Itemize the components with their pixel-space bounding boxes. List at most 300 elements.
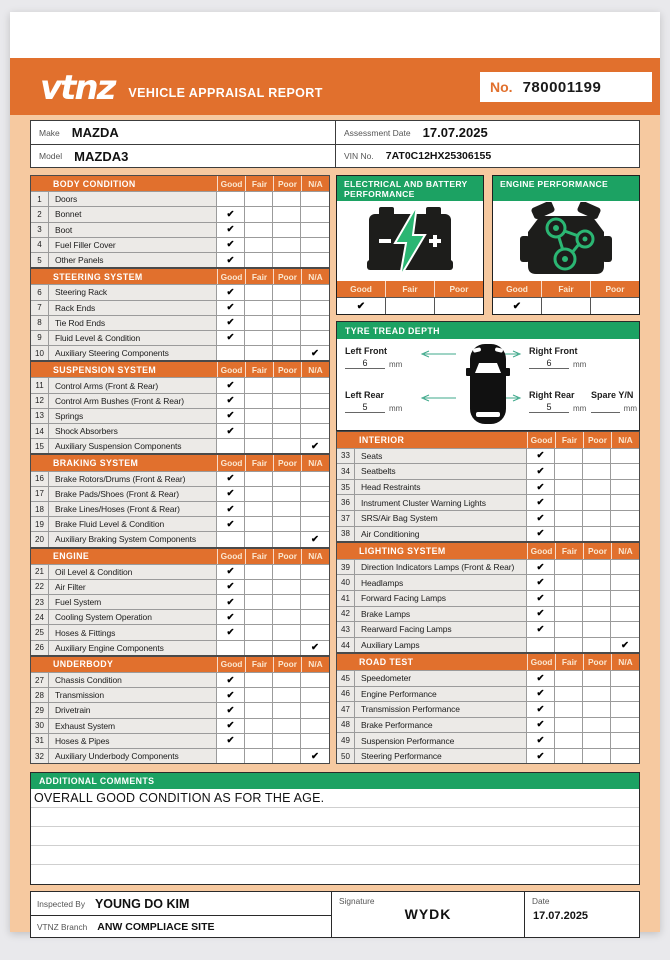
rating-cell-na bbox=[301, 285, 329, 299]
checklist-row bbox=[31, 501, 329, 516]
section-header bbox=[31, 455, 329, 470]
rating-cell-na bbox=[611, 687, 639, 702]
row-number: 14 bbox=[31, 424, 49, 438]
panel-icon-area bbox=[493, 201, 639, 281]
rating-cell-na bbox=[611, 511, 639, 526]
checklist-row bbox=[31, 486, 329, 501]
rating-column-header: N/A bbox=[301, 549, 329, 564]
checklist-row bbox=[31, 624, 329, 639]
checklist-row bbox=[31, 206, 329, 221]
comment-text: OVERALL GOOD CONDITION AS FOR THE AGE. bbox=[34, 791, 325, 806]
assessment-date-cell bbox=[335, 121, 639, 144]
rating-column-header: Good bbox=[527, 543, 555, 559]
row-number: 39 bbox=[337, 560, 355, 575]
checklist-row bbox=[31, 284, 329, 299]
row-label: Chassis Condition bbox=[49, 673, 217, 687]
rating-column-header: Poor bbox=[273, 269, 301, 284]
rating-cell-na bbox=[301, 502, 329, 516]
row-label: Brake Lines/Hoses (Front & Rear) bbox=[49, 502, 217, 516]
checkmark-na: ✔ bbox=[311, 347, 319, 359]
car-top-view-icon bbox=[464, 342, 512, 431]
row-label: Cooling System Operation bbox=[49, 610, 217, 624]
row-number: 1 bbox=[31, 192, 49, 206]
checklist-row bbox=[337, 510, 639, 526]
checkmark-good: ✔ bbox=[217, 301, 245, 315]
signature-footer bbox=[30, 891, 640, 938]
header-band bbox=[10, 58, 660, 115]
row-number: 2 bbox=[31, 207, 49, 221]
additional-comments-title: ADDITIONAL COMMENTS bbox=[31, 773, 639, 789]
rating-column-header: Good bbox=[217, 455, 245, 470]
rating-cell-na bbox=[301, 688, 329, 702]
rating-cell-na bbox=[611, 560, 639, 575]
rating-cell-poor bbox=[583, 622, 611, 637]
rating-column-header: N/A bbox=[301, 269, 329, 284]
checkmark-good: ✔ bbox=[527, 449, 555, 464]
comment-rule-line bbox=[31, 846, 639, 865]
section-title: ROAD TEST bbox=[359, 657, 414, 668]
row-number: 20 bbox=[31, 532, 49, 546]
row-label: Brake Fluid Level & Condition bbox=[49, 517, 217, 531]
row-number: 6 bbox=[31, 285, 49, 299]
tyre-spare-label: Spare Y/N bbox=[591, 390, 634, 400]
rating-cell-fair bbox=[555, 671, 583, 686]
rating-cell-na bbox=[611, 591, 639, 606]
row-label: Transmission Performance bbox=[355, 702, 527, 717]
row-number: 36 bbox=[337, 495, 355, 510]
tyre-left-front-label: Left Front bbox=[345, 346, 387, 356]
checkmark-good: ✔ bbox=[217, 223, 245, 237]
checkmark-good: ✔ bbox=[493, 297, 541, 314]
row-number: 22 bbox=[31, 580, 49, 594]
row-number: 45 bbox=[337, 671, 355, 686]
checkmark-na: ✔ bbox=[311, 642, 319, 654]
checkmark-good: ✔ bbox=[217, 580, 245, 594]
rating-cell-fair bbox=[245, 207, 273, 221]
rating-column-header: Fair bbox=[245, 455, 273, 470]
rating-cell-na bbox=[301, 487, 329, 501]
tyre-left-front bbox=[345, 346, 415, 369]
checkmark-good: ✔ bbox=[527, 511, 555, 526]
rating-cell-good bbox=[217, 532, 245, 546]
checkmark-good: ✔ bbox=[217, 238, 245, 252]
vehicle-info-table bbox=[30, 120, 640, 168]
row-number: 10 bbox=[31, 346, 49, 360]
checklist-row bbox=[31, 393, 329, 408]
rating-cell-na bbox=[301, 316, 329, 330]
checklist-row bbox=[337, 559, 639, 575]
rating-cell-fair bbox=[245, 719, 273, 733]
row-label: Fuel System bbox=[49, 595, 217, 609]
checkmark-good: ✔ bbox=[217, 207, 245, 221]
rating-column-header: N/A bbox=[611, 543, 639, 559]
signature-value: WYDK bbox=[404, 906, 452, 923]
section-title: STEERING SYSTEM bbox=[53, 271, 143, 282]
checkmark-good: ✔ bbox=[527, 560, 555, 575]
row-number: 23 bbox=[31, 595, 49, 609]
checkmark-good: ✔ bbox=[527, 687, 555, 702]
tyre-right-rear-value: 5 bbox=[529, 402, 569, 413]
rating-cell-fair bbox=[555, 638, 583, 653]
rating-cell-na bbox=[301, 223, 329, 237]
tyre-right-rear-label: Right Rear bbox=[529, 390, 575, 400]
vtnz-logo: vtnz bbox=[40, 68, 115, 108]
row-number: 26 bbox=[31, 641, 49, 655]
rating-column-header: Poor bbox=[273, 176, 301, 191]
checklist-row bbox=[31, 222, 329, 237]
checkmark-na: ✔ bbox=[621, 639, 629, 651]
row-number: 7 bbox=[31, 301, 49, 315]
row-label: Transmission bbox=[49, 688, 217, 702]
rating-column-header: N/A bbox=[611, 654, 639, 670]
checkmark-good: ✔ bbox=[217, 472, 245, 486]
right-column bbox=[336, 175, 640, 764]
model-value: MAZDA3 bbox=[74, 148, 129, 164]
rating-column-header: Poor bbox=[273, 455, 301, 470]
checkmark-good: ✔ bbox=[217, 378, 245, 392]
performance-panel bbox=[336, 175, 484, 315]
rating-column-header: Fair bbox=[245, 362, 273, 377]
rating-cell-na bbox=[301, 409, 329, 423]
comment-rule-line bbox=[31, 827, 639, 846]
checklist-row bbox=[337, 732, 639, 748]
rating-cell-fair bbox=[245, 734, 273, 748]
tyre-panel-body bbox=[337, 339, 639, 429]
tyre-left-front-value: 6 bbox=[345, 358, 385, 369]
row-label: Hoses & Fittings bbox=[49, 625, 217, 639]
row-number: 25 bbox=[31, 625, 49, 639]
rating-cell-poor bbox=[273, 719, 301, 733]
row-number: 12 bbox=[31, 394, 49, 408]
rating-column-header: Fair bbox=[385, 281, 434, 297]
rating-cell-good bbox=[527, 638, 555, 653]
rating-cell-fair bbox=[245, 439, 273, 453]
rating-cell-poor bbox=[273, 394, 301, 408]
rating-cell-fair bbox=[555, 622, 583, 637]
model-label: Model bbox=[39, 151, 63, 161]
tyre-left-rear-value: 5 bbox=[345, 402, 385, 413]
inspected-by-label: Inspected By bbox=[37, 898, 85, 909]
checkmark-good: ✔ bbox=[527, 749, 555, 764]
rating-cell-na bbox=[611, 527, 639, 542]
checkmark-good: ✔ bbox=[217, 719, 245, 733]
tyre-unit: mm bbox=[573, 404, 587, 413]
rating-cell-fair bbox=[245, 472, 273, 486]
checklist-row bbox=[337, 526, 639, 542]
section-title: UNDERBODY bbox=[53, 659, 114, 670]
rating-cell-fair bbox=[555, 702, 583, 717]
row-label: Tie Rod Ends bbox=[49, 316, 217, 330]
section-title: ENGINE bbox=[53, 551, 90, 562]
checklist-row bbox=[31, 315, 329, 330]
row-number: 30 bbox=[31, 719, 49, 733]
rating-cell-poor bbox=[583, 480, 611, 495]
rating-column-header: Fair bbox=[245, 269, 273, 284]
rating-column-header: Poor bbox=[583, 432, 611, 448]
row-label: Instrument Cluster Warning Lights bbox=[355, 495, 527, 510]
rating-cell-fair bbox=[555, 511, 583, 526]
section-header bbox=[337, 543, 639, 559]
checkmark-good: ✔ bbox=[217, 688, 245, 702]
section-title: LIGHTING SYSTEM bbox=[359, 545, 446, 556]
arrow-left-rear-icon bbox=[419, 394, 457, 402]
checkmark-good: ✔ bbox=[217, 487, 245, 501]
row-number: 49 bbox=[337, 733, 355, 748]
rating-cell-poor bbox=[273, 316, 301, 330]
rating-cell-fair bbox=[555, 480, 583, 495]
rating-column-header: N/A bbox=[301, 176, 329, 191]
row-label: Steering Performance bbox=[355, 749, 527, 764]
rating-cell-fair bbox=[245, 394, 273, 408]
rating-cell-poor bbox=[273, 734, 301, 748]
rating-column-header: Poor bbox=[273, 549, 301, 564]
rating-column-header: N/A bbox=[301, 455, 329, 470]
date-label: Date bbox=[532, 896, 550, 907]
rating-cell-na bbox=[301, 734, 329, 748]
row-number: 28 bbox=[31, 688, 49, 702]
panel-title: ENGINE PERFORMANCE bbox=[493, 176, 639, 201]
rating-cell-fair bbox=[555, 733, 583, 748]
vin-cell bbox=[335, 144, 639, 167]
rating-cell-fair bbox=[245, 565, 273, 579]
rating-cell-fair bbox=[245, 703, 273, 717]
rating-cell-fair bbox=[245, 253, 273, 267]
rating-cell-na bbox=[301, 595, 329, 609]
rating-cell-poor bbox=[583, 560, 611, 575]
rating-cell-na bbox=[301, 253, 329, 267]
rating-cell-good bbox=[217, 749, 245, 763]
rating-column-header: Good bbox=[217, 269, 245, 284]
rating-cell-fair bbox=[245, 424, 273, 438]
form-body bbox=[10, 115, 660, 932]
report-number-value: 780001199 bbox=[522, 78, 602, 96]
rating-cell-fair bbox=[245, 517, 273, 531]
rating-cell-poor bbox=[583, 527, 611, 542]
rating-cell-fair bbox=[245, 192, 273, 206]
rating-cell-poor bbox=[273, 207, 301, 221]
checkmark-good: ✔ bbox=[527, 480, 555, 495]
row-number: 13 bbox=[31, 409, 49, 423]
row-number: 41 bbox=[337, 591, 355, 606]
row-number: 18 bbox=[31, 502, 49, 516]
rating-cell-na bbox=[301, 238, 329, 252]
rating-cell-na bbox=[611, 607, 639, 622]
signature-block bbox=[331, 892, 524, 937]
checklist-left-column bbox=[30, 175, 330, 764]
checklist-row bbox=[31, 564, 329, 579]
checklist-section bbox=[336, 542, 640, 653]
rating-cell-poor bbox=[273, 532, 301, 546]
checklist-row bbox=[31, 252, 329, 267]
checkmark-na: ✔ bbox=[311, 750, 319, 762]
tyre-panel-title: TYRE TREAD DEPTH bbox=[337, 322, 639, 339]
rating-cell-na bbox=[611, 480, 639, 495]
rating-cell-na bbox=[301, 610, 329, 624]
checklist-row bbox=[31, 300, 329, 315]
rating-cell-fair bbox=[245, 532, 273, 546]
tyre-unit: mm bbox=[573, 360, 587, 369]
rating-cell-poor bbox=[583, 733, 611, 748]
checklist-section bbox=[336, 431, 640, 542]
rating-cell-poor bbox=[583, 638, 611, 653]
tyre-unit: mm bbox=[389, 360, 403, 369]
row-label: Rearward Facing Lamps bbox=[355, 622, 527, 637]
row-label: Seats bbox=[355, 449, 527, 464]
rating-cell-good bbox=[217, 192, 245, 206]
checklist-row bbox=[31, 471, 329, 486]
rating-column-header: Good bbox=[217, 362, 245, 377]
rating-cell-na bbox=[611, 702, 639, 717]
checklist-row bbox=[337, 574, 639, 590]
checkmark-good: ✔ bbox=[527, 527, 555, 542]
rating-column-header: Fair bbox=[541, 281, 590, 297]
rating-cell-fair bbox=[245, 238, 273, 252]
checklist-row bbox=[31, 191, 329, 206]
checklist-row bbox=[337, 494, 639, 510]
rating-cell-na bbox=[301, 517, 329, 531]
row-label: Drivetrain bbox=[49, 703, 217, 717]
rating-cell-poor bbox=[583, 464, 611, 479]
checklist-row bbox=[337, 748, 639, 764]
row-label: Auxiliary Braking System Components bbox=[49, 532, 217, 546]
tyre-right-front-label: Right Front bbox=[529, 346, 578, 356]
checklist-row bbox=[31, 594, 329, 609]
row-number: 38 bbox=[337, 527, 355, 542]
make-value: MAZDA bbox=[71, 125, 119, 140]
row-label: Doors bbox=[49, 192, 217, 206]
row-label: Speedometer bbox=[355, 671, 527, 686]
checklist-row bbox=[31, 702, 329, 717]
checklist-section bbox=[30, 656, 330, 764]
row-number: 31 bbox=[31, 734, 49, 748]
assessment-date-value: 17.07.2025 bbox=[422, 125, 488, 140]
rating-cell-poor bbox=[583, 702, 611, 717]
page-title: VEHICLE APPRAISAL REPORT bbox=[128, 86, 323, 100]
checkmark-good: ✔ bbox=[527, 575, 555, 590]
rating-cell-poor bbox=[273, 424, 301, 438]
row-number: 35 bbox=[337, 480, 355, 495]
rating-cell-poor bbox=[273, 238, 301, 252]
tyre-right-front-value: 6 bbox=[529, 358, 569, 369]
row-label: Fluid Level & Condition bbox=[49, 331, 217, 345]
row-number: 5 bbox=[31, 253, 49, 267]
checkmark-good: ✔ bbox=[217, 673, 245, 687]
rating-cell-poor bbox=[273, 673, 301, 687]
rating-cell-fair bbox=[245, 625, 273, 639]
rating-cell-fair bbox=[245, 641, 273, 655]
rating-cell-poor bbox=[583, 607, 611, 622]
rating-cell-fair bbox=[555, 449, 583, 464]
row-label: Auxiliary Steering Components bbox=[49, 346, 217, 360]
rating-cell-fair bbox=[555, 527, 583, 542]
inspected-by-row bbox=[31, 892, 331, 915]
rating-cell-na bbox=[301, 472, 329, 486]
rating-column-header: Good bbox=[217, 549, 245, 564]
row-label: Air Conditioning bbox=[355, 527, 527, 542]
checklist-row bbox=[31, 579, 329, 594]
checklist-row bbox=[337, 590, 639, 606]
section-header bbox=[31, 362, 329, 377]
checkmark-good: ✔ bbox=[527, 671, 555, 686]
row-number: 9 bbox=[31, 331, 49, 345]
row-number: 17 bbox=[31, 487, 49, 501]
row-label: Springs bbox=[49, 409, 217, 423]
section-header bbox=[337, 432, 639, 448]
rating-column-header: Good bbox=[527, 654, 555, 670]
rating-column-header: Fair bbox=[245, 176, 273, 191]
row-number: 27 bbox=[31, 673, 49, 687]
checkmark-good: ✔ bbox=[217, 610, 245, 624]
rating-cell-na bbox=[611, 495, 639, 510]
rating-cell-poor bbox=[273, 565, 301, 579]
checklist-section bbox=[30, 361, 330, 454]
checklist-row bbox=[337, 448, 639, 464]
row-number: 29 bbox=[31, 703, 49, 717]
checkmark-good: ✔ bbox=[527, 591, 555, 606]
checklist-row bbox=[337, 621, 639, 637]
row-label: Auxiliary Underbody Components bbox=[49, 749, 217, 763]
row-label: Brake Performance bbox=[355, 718, 527, 733]
row-number: 24 bbox=[31, 610, 49, 624]
tyre-unit: mm bbox=[389, 404, 403, 413]
section-header bbox=[31, 657, 329, 672]
rating-cell-fair bbox=[555, 560, 583, 575]
row-label: Steering Rack bbox=[49, 285, 217, 299]
rating-column-header: Good bbox=[527, 432, 555, 448]
rating-cell-poor bbox=[273, 610, 301, 624]
checkmark-good: ✔ bbox=[527, 702, 555, 717]
checkmark-good: ✔ bbox=[217, 595, 245, 609]
checkmark-good: ✔ bbox=[527, 464, 555, 479]
checkmark-good: ✔ bbox=[217, 517, 245, 531]
rating-cell-na bbox=[301, 625, 329, 639]
rating-cell-poor bbox=[273, 409, 301, 423]
rating-cell-na bbox=[301, 703, 329, 717]
engine-icon bbox=[518, 202, 614, 280]
row-number: 46 bbox=[337, 687, 355, 702]
rating-column-header: Poor bbox=[434, 281, 483, 297]
rating-cell-poor bbox=[590, 297, 639, 314]
date-value: 17.07.2025 bbox=[533, 910, 589, 923]
rating-cell-poor bbox=[583, 671, 611, 686]
panel-rating-header bbox=[493, 281, 639, 297]
rating-cell-poor bbox=[434, 297, 483, 314]
report-number-label: No. bbox=[490, 79, 513, 95]
row-label: Control Arm Bushes (Front & Rear) bbox=[49, 394, 217, 408]
section-header bbox=[31, 269, 329, 284]
row-label: Head Restraints bbox=[355, 480, 527, 495]
row-label: Rack Ends bbox=[49, 301, 217, 315]
section-title: INTERIOR bbox=[359, 434, 405, 445]
rating-cell-na bbox=[301, 394, 329, 408]
row-number: 4 bbox=[31, 238, 49, 252]
rating-column-header: N/A bbox=[611, 432, 639, 448]
checkmark-na: ✔ bbox=[311, 533, 319, 545]
rating-cell-na bbox=[611, 464, 639, 479]
rating-cell-poor bbox=[273, 688, 301, 702]
rating-column-header: Poor bbox=[273, 362, 301, 377]
row-label: Fuel Filler Cover bbox=[49, 238, 217, 252]
checklist-section bbox=[30, 175, 330, 268]
rating-cell-fair bbox=[245, 688, 273, 702]
rating-column-header: Poor bbox=[583, 543, 611, 559]
rating-cell-poor bbox=[583, 449, 611, 464]
branch-row bbox=[31, 915, 331, 938]
rating-cell-na bbox=[611, 449, 639, 464]
row-number: 48 bbox=[337, 718, 355, 733]
checkmark-good: ✔ bbox=[527, 607, 555, 622]
checklist-row bbox=[31, 516, 329, 531]
